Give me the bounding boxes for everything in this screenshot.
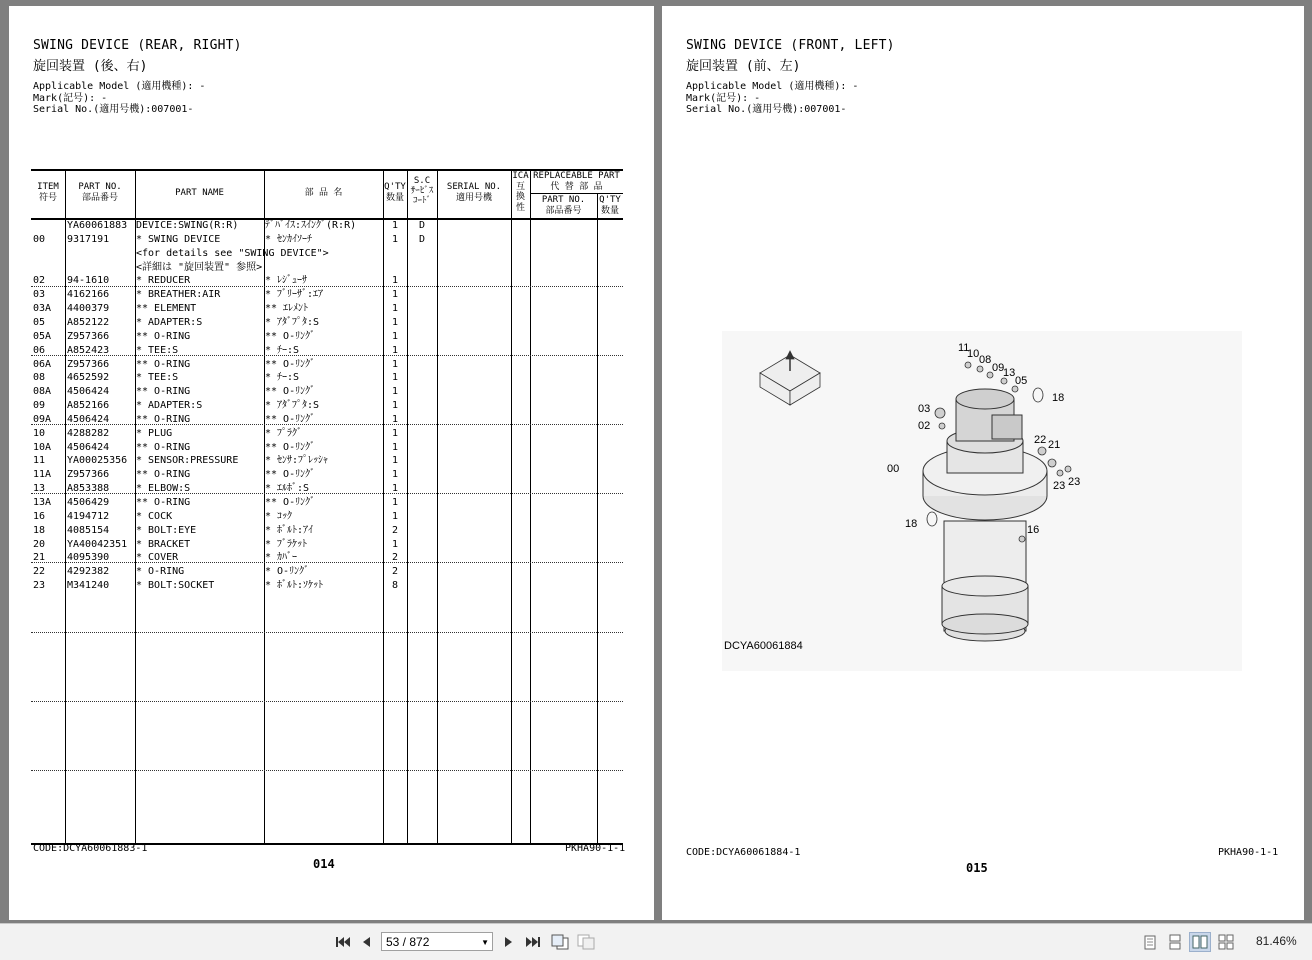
header-partname: PART NAME <box>175 188 224 198</box>
part-name-cell: ** O-RING <box>136 441 191 453</box>
parts-table <box>31 169 623 845</box>
svg-text:02: 02 <box>918 420 931 432</box>
part-name-cell: * SENSOR:PRESSURE <box>136 455 239 467</box>
qty-cell: 1 <box>391 483 399 495</box>
qty-cell: 1 <box>391 469 399 481</box>
item-cell: 10A <box>33 441 52 453</box>
item-cell: 18 <box>33 524 46 536</box>
qty-cell: 1 <box>391 510 399 522</box>
part-name-jp-cell: * ﾚｼﾞｭｰｻ <box>265 275 308 287</box>
item-cell: 08 <box>33 372 46 384</box>
first-page-icon[interactable] <box>333 932 353 952</box>
part-number-cell: 4085154 <box>67 524 110 536</box>
item-cell: 05 <box>33 316 46 328</box>
viewer-toolbar <box>0 923 1312 960</box>
qty-cell: 1 <box>391 330 399 342</box>
part-number-cell: YA60061883 <box>67 220 128 231</box>
part-name-cell: * BRACKET <box>136 538 191 550</box>
qty-cell: 1 <box>391 303 399 315</box>
item-cell: 03 <box>33 289 46 301</box>
part-name-jp-cell: ** O-ﾘﾝｸﾞ <box>265 441 316 453</box>
part-name-cell: * BOLT:EYE <box>136 524 197 536</box>
item-cell: 05A <box>33 330 52 342</box>
part-number-cell: 4288282 <box>67 427 110 439</box>
page-ref: PKHA90-1-1 <box>565 843 626 854</box>
part-name-jp-cell: ** O-ﾘﾝｸﾞ <box>265 358 316 370</box>
qty-cell: 1 <box>391 344 399 356</box>
part-number-cell: 4194712 <box>67 510 110 522</box>
header-serial: SERIAL NO. 適用号機 <box>446 182 502 203</box>
applicable-model: Applicable Model (適用機種): - <box>33 81 206 92</box>
part-name-cell: DEVICE:SWING(R:R) <box>136 220 239 231</box>
qty-cell: 1 <box>391 538 399 550</box>
svg-text:16: 16 <box>1027 524 1040 536</box>
part-number-cell: 4652592 <box>67 372 110 384</box>
item-cell: 13A <box>33 497 52 508</box>
qty-cell: 1 <box>391 289 399 301</box>
part-name-cell: ** O-RING <box>136 330 191 342</box>
svg-text:13: 13 <box>1003 367 1016 379</box>
part-name-cell: * PLUG <box>136 427 173 439</box>
part-name-cell: * BOLT:SOCKET <box>136 580 215 592</box>
page-number: 014 <box>313 857 335 871</box>
drawing-code: DCYA60061884 <box>724 640 803 652</box>
part-name-jp-cell: * ﾁｰ:S <box>265 372 300 384</box>
svg-text:18: 18 <box>1052 392 1065 404</box>
exploded-view-illustration <box>722 331 1242 671</box>
qty-cell: 1 <box>391 441 399 453</box>
svg-text:03: 03 <box>918 403 931 415</box>
header-replaceable: REPLACEABLE PART 代 替 部 品 <box>533 171 620 192</box>
part-name-jp-cell: ** O-ﾘﾝｸﾞ <box>265 413 316 425</box>
svg-text:18: 18 <box>905 518 918 530</box>
item-cell: 16 <box>33 510 46 522</box>
item-cell: 11A <box>33 469 52 481</box>
part-number-cell: M341240 <box>67 580 110 592</box>
part-name-jp-cell: * ﾌﾞﾗｹｯﾄ <box>265 538 308 550</box>
part-number-cell: Z957366 <box>67 330 110 342</box>
part-name-jp-cell: * ｴﾙﾎﾞ:S <box>265 483 310 495</box>
qty-cell: 2 <box>391 566 399 578</box>
continuous-page-icon[interactable] <box>1164 932 1186 952</box>
item-cell: 10 <box>33 427 46 439</box>
item-cell: 20 <box>33 538 46 550</box>
part-name-jp-cell: * ｺｯｸ <box>265 510 293 522</box>
qty-cell: 1 <box>391 386 399 398</box>
item-cell: 22 <box>33 566 46 578</box>
single-page-icon[interactable] <box>1139 932 1161 952</box>
chevron-down-icon: ▼ <box>481 938 489 947</box>
part-name-jp-cell: ** ｴﾚﾒﾝﾄ <box>265 303 309 315</box>
service-code-cell: D <box>418 233 426 245</box>
part-name-jp-cell: ** O-ﾘﾝｸﾞ <box>265 386 316 398</box>
page-ref: PKHA90-1-1 <box>1218 847 1279 858</box>
mark: Mark(記号): - <box>686 92 761 104</box>
part-name-jp-cell: * ﾎﾞﾙﾄ:ｱｲ <box>265 524 314 536</box>
part-number-cell: 4506424 <box>67 386 110 398</box>
last-page-icon[interactable] <box>523 932 543 952</box>
part-number-cell: YA40042351 <box>67 538 128 550</box>
part-name-cell: * TEE:S <box>136 372 179 384</box>
qty-cell: 2 <box>391 552 399 564</box>
qty-cell: 1 <box>391 275 399 287</box>
part-name-cell: * ELBOW:S <box>136 483 191 495</box>
part-name-cell: ** O-RING <box>136 469 191 481</box>
qty-cell: 8 <box>391 580 399 592</box>
part-name-jp-cell: * ﾎﾞﾙﾄ:ｿｹｯﾄ <box>265 580 324 592</box>
go-forward-view-icon[interactable] <box>576 932 596 952</box>
continuous-facing-icon[interactable] <box>1215 932 1237 952</box>
svg-text:22: 22 <box>1034 434 1047 446</box>
part-name-cell: ** O-RING <box>136 413 191 425</box>
part-number-cell: 94-1610 <box>67 275 110 287</box>
item-cell: 11 <box>33 455 46 467</box>
part-number-cell: A852122 <box>67 316 110 328</box>
part-name-jp-cell: * ｱﾀﾞﾌﾟﾀ:S <box>265 316 320 328</box>
part-name-cell: <for details see "SWING DEVICE"> <box>136 247 329 259</box>
header-qty: Q'TY 数量 <box>384 182 406 203</box>
part-name-jp-cell: ﾃﾞﾊﾞｲｽ:ｽｲﾝｸﾞ(R:R) <box>265 220 357 231</box>
part-name-cell: * SWING DEVICE <box>136 233 221 245</box>
part-name-jp-cell: ** O-ﾘﾝｸﾞ <box>265 330 316 342</box>
page-number-field[interactable]: 53 / 872 ▼ <box>381 932 493 951</box>
qty-cell: 1 <box>391 400 399 412</box>
part-name-jp-cell: ** O-ﾘﾝｸﾞ <box>265 497 316 508</box>
item-cell: 06 <box>33 344 46 356</box>
part-name-cell: * BREATHER:AIR <box>136 289 221 301</box>
part-number-cell: 4162166 <box>67 289 110 301</box>
part-name-jp-cell: * ｶﾊﾞｰ <box>265 552 298 564</box>
page-title-jp: 旋回装置 (後、右) <box>33 59 148 74</box>
qty-cell: 1 <box>391 220 399 231</box>
item-cell: 02 <box>33 275 46 287</box>
qty-cell: 1 <box>391 316 399 328</box>
part-name-jp-cell: * ｾﾝｶｲｿｰﾁ <box>265 233 313 245</box>
page-code: CODE:DCYA60061884-1 <box>686 847 801 858</box>
part-number-cell: Z957366 <box>67 469 110 481</box>
page-number: 015 <box>966 861 988 875</box>
part-name-cell: * COCK <box>136 510 173 522</box>
part-name-jp-cell: * ｾﾝｻ:ﾌﾟﾚｯｼｬ <box>265 455 329 467</box>
part-name-cell: ** O-RING <box>136 358 191 370</box>
part-number-cell: 4506429 <box>67 497 110 508</box>
item-cell: 09A <box>33 413 52 425</box>
svg-text:11: 11 <box>958 342 970 354</box>
item-cell: 21 <box>33 552 46 564</box>
header-repl-partno: PART NO. 部品番号 <box>541 195 586 216</box>
part-number-cell: 4400379 <box>67 303 110 315</box>
qty-cell: 1 <box>391 413 399 425</box>
header-item: ITEM 符号 <box>37 182 59 203</box>
part-number-cell: 4506424 <box>67 441 110 453</box>
page-code: CODE:DCYA60061883-1 <box>33 843 148 854</box>
part-number-cell: 4506424 <box>67 413 110 425</box>
item-cell: 08A <box>33 386 52 398</box>
item-cell: 06A <box>33 358 52 370</box>
svg-text:21: 21 <box>1048 439 1061 451</box>
part-number-cell: A852423 <box>67 344 110 356</box>
part-number-cell: A852166 <box>67 400 110 412</box>
part-number-cell: 9317191 <box>67 233 110 245</box>
item-cell: 23 <box>33 580 46 592</box>
page-title-jp: 旋回装置 (前、左) <box>686 59 801 74</box>
prev-page-icon[interactable] <box>356 932 376 952</box>
part-name-jp-cell: * O-ﾘﾝｸﾞ <box>265 566 310 578</box>
serial-no: Serial No.(適用号機):007001- <box>33 104 194 115</box>
item-cell: 13 <box>33 483 46 495</box>
qty-cell: 1 <box>391 455 399 467</box>
qty-cell: 1 <box>391 233 399 245</box>
qty-cell: 1 <box>391 497 399 508</box>
header-partno: PART NO. 部品番号 <box>78 182 122 203</box>
go-back-view-icon[interactable] <box>550 932 570 952</box>
part-name-jp-cell: * ﾌﾞﾘｰｻﾞ:ｴｱ <box>265 289 324 301</box>
facing-pages-icon[interactable] <box>1189 932 1211 952</box>
svg-text:08: 08 <box>979 354 992 366</box>
part-name-cell: * REDUCER <box>136 275 191 287</box>
part-name-cell: <詳細は "旋回装置" 参照> <box>136 261 263 273</box>
right-page <box>662 6 1304 920</box>
svg-text:10: 10 <box>967 348 980 360</box>
header-partname-jp: 部 品 名 <box>304 188 343 198</box>
next-page-icon[interactable] <box>499 932 519 952</box>
item-cell: 00 <box>33 233 46 245</box>
part-number-cell: YA00025356 <box>67 455 128 467</box>
part-number-cell: A853388 <box>67 483 110 495</box>
mark: Mark(記号): - <box>33 92 108 104</box>
serial-no: Serial No.(適用号機):007001- <box>686 104 847 115</box>
header-ica: ICA 互 換 性 <box>512 171 529 213</box>
page-title-en: SWING DEVICE (REAR, RIGHT) <box>33 38 242 53</box>
part-number-cell: 4292382 <box>67 566 110 578</box>
part-name-cell: ** O-RING <box>136 497 191 508</box>
page-meta <box>686 81 858 116</box>
part-name-cell: ** ELEMENT <box>136 303 197 315</box>
zoom-level[interactable]: 81.46% <box>1256 934 1297 948</box>
part-name-cell: * ADAPTER:S <box>136 316 203 328</box>
part-name-cell: * ADAPTER:S <box>136 400 203 412</box>
part-name-cell: * O-RING <box>136 566 185 578</box>
part-name-jp-cell: ** O-ﾘﾝｸﾞ <box>265 469 316 481</box>
item-cell: 09 <box>33 400 46 412</box>
service-code-cell: D <box>418 220 426 231</box>
swing-device-drawing <box>722 331 1242 671</box>
applicable-model: Applicable Model (適用機種): - <box>686 81 859 92</box>
header-repl-qty: Q'TY 数量 <box>599 195 621 216</box>
qty-cell: 1 <box>391 372 399 384</box>
svg-text:23: 23 <box>1068 476 1081 488</box>
part-name-cell: ** O-RING <box>136 386 191 398</box>
svg-text:00: 00 <box>887 463 900 475</box>
item-cell: 03A <box>33 303 52 315</box>
part-name-jp-cell: * ﾌﾟﾗｸﾞ <box>265 427 303 439</box>
header-sc: S.C ｻｰﾋﾞｽ ｺｰﾄﾞ <box>410 176 434 206</box>
part-number-cell: Z957366 <box>67 358 110 370</box>
page-title-en: SWING DEVICE (FRONT, LEFT) <box>686 38 895 53</box>
qty-cell: 2 <box>391 524 399 536</box>
part-name-jp-cell: * ｱﾀﾞﾌﾟﾀ:S <box>265 400 320 412</box>
part-name-jp-cell: * ﾁｰ:S <box>265 344 300 356</box>
svg-text:23: 23 <box>1053 480 1066 492</box>
qty-cell: 1 <box>391 358 399 370</box>
qty-cell: 1 <box>391 427 399 439</box>
part-name-cell: * TEE:S <box>136 344 179 356</box>
part-name-cell: * COVER <box>136 552 179 564</box>
svg-text:05: 05 <box>1015 375 1028 387</box>
svg-text:09: 09 <box>992 362 1005 374</box>
page-meta <box>33 81 205 116</box>
left-page <box>9 6 654 920</box>
part-number-cell: 4095390 <box>67 552 110 564</box>
